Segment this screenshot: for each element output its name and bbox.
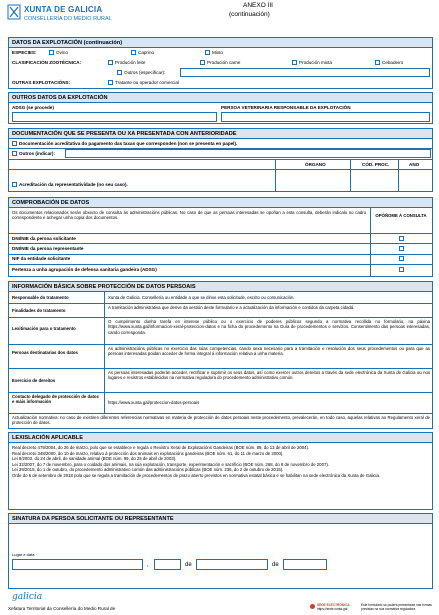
species-label: ESPECIES: — [12, 50, 37, 55]
section-legislation — [8, 432, 433, 510]
dp-key-4: Persoas destinatarias dos datos — [12, 350, 78, 355]
sede-url[interactable]: https://sede.xunta.gal — [317, 607, 348, 611]
year-input[interactable] — [283, 559, 327, 570]
footer-office: Xefatura Territorial da Consellería do Medio Rural de — [8, 606, 116, 611]
col-organo: ÓRGANO — [305, 162, 326, 167]
section-title: SINATURA DA PERSOA SOLICITANTE OU REPRESENTANTE — [9, 514, 432, 524]
oppose-checkbox-4[interactable] — [399, 267, 404, 272]
checkbox-outros-doc[interactable] — [12, 151, 17, 156]
sede-icon — [310, 604, 315, 609]
adsg-label: ADSG (se procede) — [12, 105, 54, 110]
dp-footer: Actualización normativa: no caso de existiren diferentes referencias normativas en materia de protección de datos persoais neste procedemento, prevalecerán, en todo caso, aquelas relativas ao Regulamento xeral de protección de datos. — [12, 415, 430, 426]
dp-val-4: As administracións públicas no exercicio das súas competencias, cando sexa necesario para a tramitación e resolución dos seus procedementos ou para que as persoas interesadas poidan acceder de forma integral á información relativa a unha materia. — [108, 346, 430, 357]
dept-name: CONSELLERÍA DO MEDIO RURAL — [24, 16, 112, 22]
other-label: Outros (especificar): — [124, 70, 166, 75]
dp-key-3: Lexitimación para o tratamento — [12, 326, 76, 331]
vet-label: PERSOA VETERINARIA RESPONSABLE DA EXPLOTACIÓN — [221, 105, 351, 110]
checkbox-tratante[interactable] — [108, 80, 113, 85]
checkbox-cebadeiro[interactable] — [375, 60, 380, 65]
species-ovino-label: Ovino — [56, 50, 69, 55]
col-ano: ANO — [409, 162, 420, 167]
dp-val-6: https://www.xunta.gal/proteccion-datos-persoais — [108, 400, 200, 405]
section-title: LEXISLACIÓN APLICABLE — [9, 433, 432, 443]
col-cod-proc: CÓD. PROC. — [362, 162, 390, 167]
checkbox-carne[interactable] — [200, 60, 205, 65]
dp-val-1: Xunta de Galicia. Consellería ou entidade a que se dirixe esta solicitude, escrito ou comunicación. — [108, 295, 295, 300]
dp-key-1: Responsable do tratamento — [12, 295, 69, 300]
oppose-label: OPÓÑOME Á CONSULTA — [375, 213, 427, 218]
check-row-4: Pertenza a unha agrupación de defensa sanitaria gandeira (ADSG) — [12, 267, 157, 272]
other-expl-label: OUTRAS EXPLOTACIÓNS: — [12, 80, 71, 85]
doc-outros-label: Outros (indicar): — [19, 151, 55, 156]
month-input[interactable] — [196, 559, 268, 570]
zoo-label: CLASIFICACIÓN ZOOTÉCNICA: — [12, 60, 82, 65]
dp-key-5: Exercicio de dereitos — [12, 378, 56, 383]
date-label: Lugar e data — [12, 552, 35, 557]
date-sep-1: , — [147, 562, 149, 568]
zoo-cebadeiro-label: Cebadeiro — [382, 60, 404, 65]
dp-val-3: O cumprimento dunha tarefa en interese público ou o exercicio de poderes públicos segundo a normativa recollida no formulario, na páxina https://www.xunta.gal/informacion-xeral-proteccion-datos e na ficha do procedemento na Guía de procedementos e servizos. Consentimento das persoas interesadas, cando corresponda. — [108, 319, 430, 335]
check-row-2: DNI/NIE da persoa representante — [12, 246, 84, 251]
adsg-input[interactable] — [12, 112, 217, 122]
species-caprino-label: Caprino — [138, 50, 155, 55]
galicia-logo: galicia — [12, 592, 43, 602]
section-other-farm-data — [8, 92, 433, 124]
zoo-carne-label: Produción carne — [207, 60, 241, 65]
species-mixto-label: Mixto — [212, 50, 223, 55]
place-input[interactable] — [12, 559, 143, 570]
org-name: XUNTA DE GALICIA — [24, 5, 103, 14]
section-title: DOCUMENTACIÓN QUE SE PRESENTA OU XA PRESENTADA CON ANTERIORIDADE — [9, 129, 432, 139]
checkbox-mixta[interactable] — [292, 60, 297, 65]
checkbox-mixto[interactable] — [205, 50, 210, 55]
checkbox-caprino[interactable] — [131, 50, 136, 55]
dp-key-2: Finalidades do tratamento — [12, 308, 66, 313]
dp-key-6: Contacto delegado de protección de datos e máis información — [12, 394, 99, 405]
annex-title: ANEXO III — [243, 2, 273, 9]
day-input[interactable] — [154, 559, 181, 570]
check-row-3: NIF da entidade solicitante — [12, 256, 71, 261]
section-title: INFORMACIÓN BÁSICA SOBRE PROTECCIÓN DE DATOS PERSOAIS — [9, 282, 432, 292]
section-documentation — [8, 128, 433, 192]
doc-represent-label: Acreditación da representatividade (no seu caso). — [19, 182, 128, 187]
dp-val-2: A tramitación administrativa que derive da xestión deste formulario e a actualización da información e contidos da carpeta cidadá. — [108, 305, 355, 310]
oppose-checkbox-2[interactable] — [399, 246, 404, 251]
section-data-protection — [8, 281, 433, 429]
date-sep-2: de — [185, 562, 192, 568]
zoo-leite-label: Produción leite — [115, 60, 146, 65]
zoo-mixta-label: Produción mixta — [299, 60, 332, 65]
oppose-checkbox-3[interactable] — [399, 256, 404, 261]
annex-subtitle: (continuación) — [229, 11, 270, 18]
legislation-text: Real decreto 479/2004, do 26 de marzo, polo que se establece e regula o Rexistro Xeral de Explotacións Gandeiras (BOE núm. 89, do 13 de abril de 2004). Real decreto 348/2000, do 10 de marzo, relativo á protección dos animais en explotacións gandeiras (BOE núm. 61, do 11 de marzo de 2000). Lei 8/2003, do 24 de abril, de sanidade animal (BOE núm. 99, do 25 de abril de 2003). Lei 32/2007, do 7 de novembro, para o coidado dos animais, na súa explotación, transporte, experimentación e sacrificio (BOE núm. 268, do 8 de novembro de 2007). Lei 39/2015, do 1 de outubro, do procedemento administrativo común das administracións públicas (BOE núm. 236, do 2 de outubro de 2015). Orde do 6 de setembro de 2018 pola que se regula a tramitación de procedementos de prazo aberto previstos en normativa estatal básica e se habilitan na sede electrónica da Xunta de Galicia. — [12, 445, 381, 478]
doc-outros-input[interactable] — [65, 149, 431, 158]
checkbox-representatividade[interactable] — [12, 182, 17, 187]
date-sep-3: de — [272, 562, 279, 568]
footer-note: Este formulario só poderá presentarse nas formas previstas na súa normativa reguladora — [361, 603, 432, 611]
checkbox-ovino[interactable] — [49, 50, 54, 55]
checkbox-leite[interactable] — [108, 60, 113, 65]
check-intro: Os documentos relacionados serán obxecto de consulta ás administracións públicas. No caso de que as persoas interesadas se opoñan a esta consulta, deberán indicalo no cadro correspondente e achegar unha copia dos documentos. — [12, 210, 366, 221]
check-row-1: DNI/NIE da persoa solicitante — [12, 236, 76, 241]
section-title: OUTROS DATOS DA EXPLOTACIÓN — [9, 93, 432, 103]
section-farm-data — [8, 37, 433, 89]
sede-label: SEDE ELECTRÓNICA — [317, 603, 350, 607]
vet-input[interactable] — [221, 112, 430, 122]
section-title: COMPROBACIÓN DE DATOS — [9, 198, 432, 208]
other-input[interactable] — [180, 68, 430, 77]
checkbox-outros[interactable] — [117, 70, 122, 75]
doc-taxas-label: Documentación acreditativa do pagamento das taxas que corresponden (non se presenta en papel). — [19, 141, 238, 146]
checkbox-taxas[interactable] — [12, 141, 17, 146]
dp-val-5: As persoas interesadas poderán acceder, rectificar e suprimir os seus datos, así como exercer outros dereitos a través da sede electrónica da Xunta de Galicia ou nos lugares e rexistros establecidos na normativa reguladora do procedemento administrativo común. — [108, 370, 430, 381]
other-expl-option: Tratante ou operador comercial — [115, 80, 179, 85]
section-data-check — [8, 197, 433, 277]
oppose-checkbox-1[interactable] — [399, 236, 404, 241]
section-signature — [8, 513, 433, 589]
xunta-logo — [7, 4, 21, 20]
section-title: DATOS DA EXPLOTACIÓN (continuación) — [9, 38, 432, 48]
